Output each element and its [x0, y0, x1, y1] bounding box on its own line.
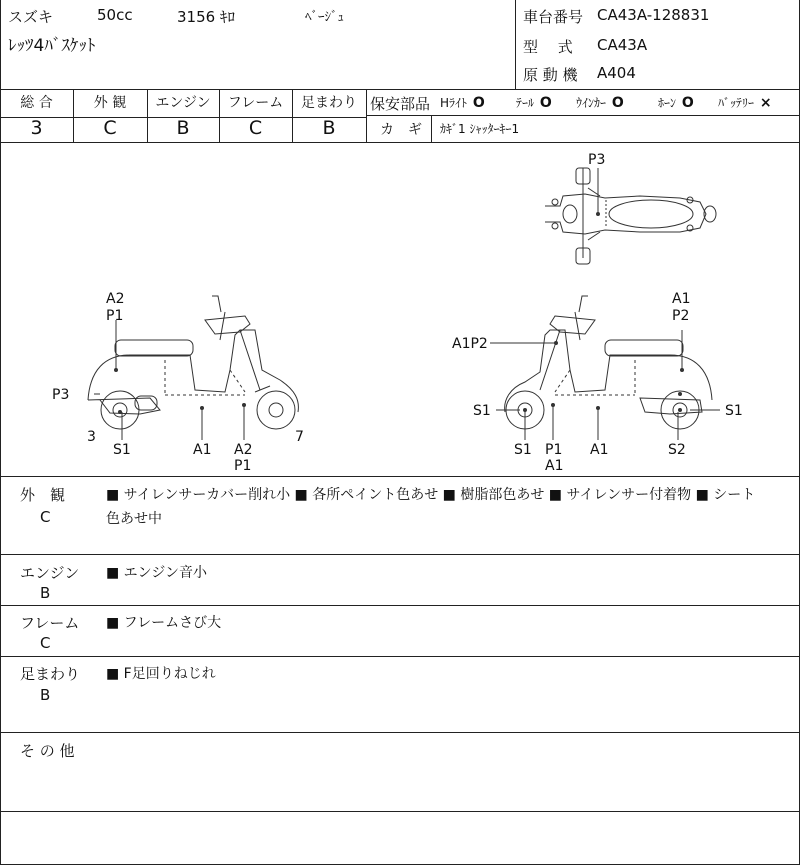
grade-engine-label: エンジン	[155, 95, 211, 111]
type-label: 型 式	[523, 38, 573, 56]
safety-label: 保安部品	[370, 95, 431, 113]
safety-item-horn	[658, 94, 694, 111]
section-frame-label: フレーム	[20, 614, 80, 632]
section-suspension-label: 足まわり	[20, 665, 81, 683]
grade-exterior-value: C	[103, 117, 117, 139]
grade-overall-value: 3	[30, 117, 43, 139]
label-top-p3: P3	[588, 152, 606, 168]
frame-no: CA43A-128831	[597, 6, 710, 24]
displacement: 50cc	[97, 6, 133, 24]
safety-item-tail	[516, 94, 552, 111]
grade-frame-value: C	[248, 117, 263, 139]
mileage: 3156 ｷﾛ	[177, 8, 235, 26]
section-frame-grade: C	[40, 634, 51, 652]
safety-item-mark: ×	[759, 95, 772, 111]
safety-item-winker	[576, 94, 624, 111]
section-engine-label: エンジン	[20, 564, 80, 582]
label-left-p1-bot: P1	[234, 458, 252, 474]
label-right-a1-bot: A1	[545, 458, 564, 474]
label-right-s1-left: S1	[473, 403, 491, 419]
section-exterior-text-cont: 色あせ中	[106, 511, 162, 527]
safety-item-name: ﾃｰﾙ	[516, 96, 535, 110]
label-left-num7: 7	[295, 429, 304, 445]
label-right-p2-top: P2	[672, 308, 690, 324]
frame-no-label: 車台番号	[523, 8, 584, 26]
section-exterior-text: ■ サイレンサーカバー削れ小 ■ 各所ペイント色あせ ■ 樹脂部色あせ ■ サイレンサー付着物 ■ シート	[106, 487, 756, 503]
scooter-diagram	[0, 142, 800, 476]
model-name: ﾚｯﾂ4ﾊﾞｽｹｯﾄ	[8, 36, 96, 56]
label-left-num3: 3	[87, 429, 96, 445]
section-frame-text: ■ フレームさび大	[106, 615, 222, 631]
safety-item-name: ﾊﾞｯﾃﾘｰ	[718, 96, 755, 110]
grade-exterior-label: 外 観	[93, 95, 127, 111]
label-right-a1-top: A1	[672, 291, 691, 307]
section-engine-text: ■ エンジン音小	[106, 565, 207, 581]
label-left-a2-top: A2	[106, 291, 125, 307]
engine-value: A404	[597, 64, 636, 82]
label-right-s1-bot: S1	[514, 442, 532, 458]
section-other-label: そ の 他	[20, 742, 75, 760]
safety-item-name: Hﾗｲﾄ	[440, 96, 468, 110]
label-left-p3: P3	[52, 387, 70, 403]
label-right-p1-bot: P1	[545, 442, 563, 458]
safety-item-mark: O	[681, 95, 694, 111]
safety-item-headlight	[440, 94, 485, 111]
label-left-a2-bot: A2	[234, 442, 253, 458]
safety-item-name: ｳｲﾝｶｰ	[576, 96, 607, 110]
safety-item-mark: O	[472, 95, 485, 111]
key-label: カ ギ	[380, 122, 422, 138]
grade-frame-label: フレーム	[227, 95, 284, 111]
section-suspension-grade: B	[40, 686, 51, 704]
key-value: ｶｷﾞ1 ｼｬｯﾀｰｷｰ1	[440, 122, 520, 136]
color: ﾍﾞｰｼﾞｭ	[305, 10, 344, 25]
grade-suspension-label: 足まわり	[301, 95, 357, 111]
safety-item-name: ﾎｰﾝ	[658, 96, 677, 110]
grade-engine-value: B	[176, 117, 190, 139]
label-right-s2: S2	[668, 442, 686, 458]
grade-overall-label: 総 合	[20, 95, 53, 111]
engine-label: 原 動 機	[523, 66, 578, 84]
label-left-a1: A1	[193, 442, 212, 458]
safety-item-mark: O	[539, 95, 552, 111]
type-value: CA43A	[597, 36, 648, 54]
grade-suspension-value: B	[322, 117, 336, 139]
section-exterior-label: 外 観	[20, 486, 66, 504]
safety-item-mark: O	[611, 95, 624, 111]
label-left-s1: S1	[113, 442, 131, 458]
label-right-a1p2: A1P2	[452, 336, 488, 352]
maker: スズキ	[8, 8, 54, 26]
section-suspension-text: ■ F足回りねじれ	[106, 666, 216, 682]
scooter-top-view	[545, 168, 716, 264]
label-left-p1-top: P1	[106, 308, 124, 324]
section-exterior-grade: C	[40, 508, 51, 526]
label-right-a1-mid: A1	[590, 442, 609, 458]
safety-item-battery	[718, 94, 772, 111]
label-right-s1-right: S1	[725, 403, 743, 419]
section-engine-grade: B	[40, 584, 51, 602]
